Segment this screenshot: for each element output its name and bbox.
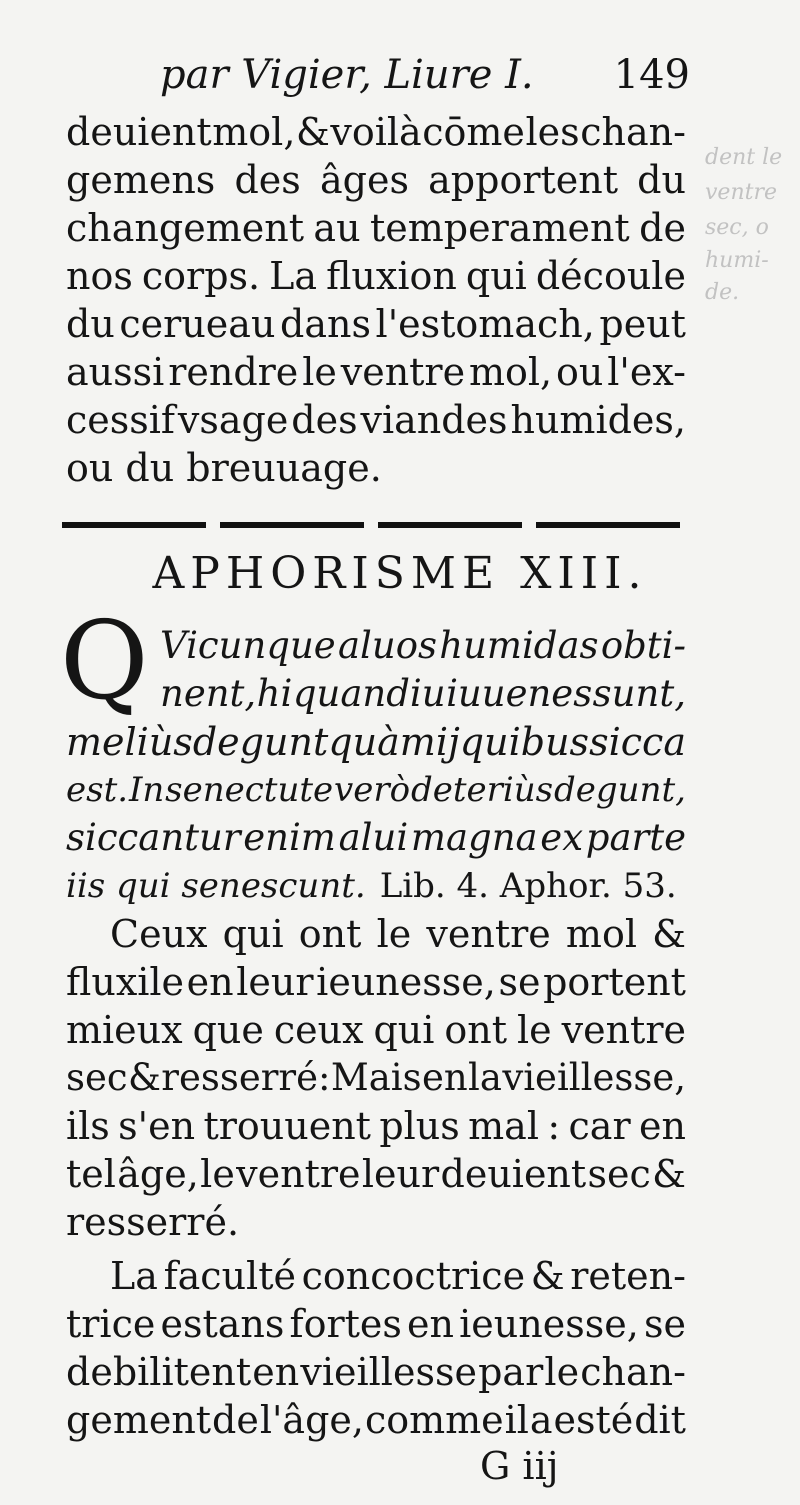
word: cerueau bbox=[119, 302, 276, 346]
word: dans bbox=[280, 302, 371, 346]
rule-segment bbox=[536, 522, 680, 528]
word: deteriùs bbox=[410, 770, 554, 810]
word: vsage bbox=[177, 398, 289, 442]
text-line bbox=[66, 1348, 686, 1396]
word: l'âge, bbox=[259, 1398, 364, 1442]
word: trouuent bbox=[203, 1104, 371, 1148]
text-line bbox=[66, 1300, 686, 1348]
word: ex bbox=[540, 816, 584, 859]
word: obti- bbox=[600, 624, 686, 667]
word: quàm bbox=[328, 720, 436, 764]
word: trice bbox=[66, 1302, 156, 1346]
text-line bbox=[66, 1054, 686, 1102]
word: vieillesse bbox=[300, 1350, 477, 1394]
word: peut bbox=[599, 302, 686, 346]
text-line bbox=[110, 910, 686, 958]
latin-line-end: iis qui senescunt. bbox=[66, 866, 366, 906]
word: leur bbox=[236, 960, 314, 1004]
word: ont bbox=[298, 912, 362, 956]
aphorism-reference: Lib. 4. Aphor. 53. bbox=[379, 866, 677, 906]
word: se bbox=[643, 1302, 686, 1346]
word: magna bbox=[410, 816, 538, 859]
word: car bbox=[568, 1104, 631, 1148]
word: nent, bbox=[160, 672, 257, 715]
word: du bbox=[637, 158, 686, 202]
word: l'estomach, bbox=[375, 302, 595, 346]
word: humidas bbox=[439, 624, 599, 667]
rule-segment bbox=[220, 522, 364, 528]
word: en bbox=[252, 1350, 300, 1394]
word: en bbox=[638, 1104, 686, 1148]
word: a bbox=[529, 1398, 553, 1442]
word: de bbox=[639, 206, 686, 250]
word: ont bbox=[444, 1008, 508, 1052]
word: âge, bbox=[117, 1152, 199, 1196]
word: senectute bbox=[165, 770, 334, 810]
word: de bbox=[212, 1398, 259, 1442]
latin-line bbox=[66, 766, 686, 814]
word: fluxile bbox=[66, 960, 185, 1004]
word: mol bbox=[565, 912, 637, 956]
word: des bbox=[234, 158, 301, 202]
word: cōme bbox=[422, 110, 525, 154]
word: par bbox=[478, 1350, 544, 1394]
text-line bbox=[66, 1396, 686, 1444]
word: gement bbox=[66, 1398, 212, 1442]
word: humides, bbox=[510, 398, 686, 442]
word: Mais bbox=[330, 1056, 422, 1099]
word: en bbox=[407, 1302, 455, 1346]
word: leur bbox=[361, 1152, 440, 1196]
word: le bbox=[302, 350, 337, 394]
text-line bbox=[66, 252, 686, 300]
text-line bbox=[66, 1150, 686, 1198]
section-divider-rule bbox=[62, 522, 680, 530]
word: ceux bbox=[273, 1008, 364, 1052]
text-line bbox=[66, 348, 686, 396]
rule-segment bbox=[62, 522, 206, 528]
page-header bbox=[160, 52, 690, 102]
rule-segment bbox=[378, 522, 522, 528]
bleed-line: sec, o bbox=[705, 215, 769, 240]
text-line bbox=[66, 1102, 686, 1150]
word: sec bbox=[587, 1152, 651, 1196]
word: mol, bbox=[212, 110, 296, 154]
word: degunt bbox=[192, 720, 329, 764]
word: verò bbox=[334, 770, 411, 810]
drop-cap: Q bbox=[60, 599, 149, 724]
word: temperament bbox=[370, 206, 630, 250]
word: degunt, bbox=[554, 770, 686, 810]
latin-line bbox=[66, 718, 686, 766]
word: tel bbox=[66, 1152, 116, 1196]
word: la bbox=[468, 1056, 502, 1099]
latin-line bbox=[160, 622, 686, 670]
page-number: 149 bbox=[613, 52, 690, 98]
word: que bbox=[192, 1008, 264, 1052]
word: fortes bbox=[289, 1302, 402, 1346]
word: meliùs bbox=[66, 720, 193, 764]
word: le bbox=[517, 1008, 552, 1052]
running-title: par Vigier, Liure I. bbox=[160, 52, 534, 98]
latin-line bbox=[160, 670, 686, 718]
text-line bbox=[66, 300, 686, 348]
word: estans bbox=[160, 1302, 285, 1346]
word: & bbox=[652, 912, 686, 956]
word: en bbox=[421, 1056, 468, 1099]
word: il bbox=[504, 1398, 529, 1442]
word: ou bbox=[556, 350, 604, 394]
word: hi bbox=[256, 672, 293, 715]
word: chan- bbox=[580, 110, 686, 154]
bleed-line: de. bbox=[705, 280, 740, 305]
word: qui bbox=[222, 912, 284, 956]
word: ventre bbox=[340, 350, 466, 394]
word: corps. bbox=[141, 254, 261, 298]
word: gemens bbox=[66, 158, 216, 202]
word: nos bbox=[66, 254, 133, 298]
word: voilà bbox=[330, 110, 422, 154]
word: enim bbox=[243, 816, 336, 859]
word: portent bbox=[543, 960, 686, 1004]
word: aussi bbox=[66, 350, 165, 394]
word: comme bbox=[364, 1398, 504, 1442]
word: l'ex- bbox=[607, 350, 686, 394]
word: Vicunque bbox=[160, 624, 336, 667]
text-line: ou du breuuage. bbox=[66, 446, 382, 490]
word: en bbox=[186, 960, 234, 1004]
word: reten- bbox=[570, 1254, 686, 1298]
word: faculté bbox=[163, 1254, 296, 1298]
word: fluxion bbox=[326, 254, 457, 298]
word: vieillesse, bbox=[502, 1056, 686, 1099]
text-line bbox=[66, 958, 686, 1006]
word: cessif bbox=[66, 398, 175, 442]
catchword: G iij bbox=[480, 1444, 559, 1488]
bleed-line: humi- bbox=[705, 248, 769, 273]
word: esté bbox=[553, 1398, 634, 1442]
word: âges bbox=[319, 158, 409, 202]
word: concoctrice bbox=[301, 1254, 526, 1298]
word: découle bbox=[535, 254, 686, 298]
word: mieux bbox=[66, 1008, 183, 1052]
word: ieunesse, bbox=[316, 960, 496, 1004]
word: ij bbox=[435, 720, 460, 764]
word: ils bbox=[66, 1104, 110, 1148]
word: viandes bbox=[360, 398, 508, 442]
word: plus bbox=[379, 1104, 460, 1148]
text-line: resserré. bbox=[66, 1200, 240, 1244]
word: Ceux bbox=[110, 912, 208, 956]
word: s'en bbox=[118, 1104, 196, 1148]
word: debilitent bbox=[66, 1350, 252, 1394]
word: quandiu bbox=[292, 672, 446, 715]
bleed-line: dent le bbox=[705, 145, 783, 170]
word: se bbox=[498, 960, 541, 1004]
word: changement bbox=[66, 206, 304, 250]
word: les bbox=[525, 110, 580, 154]
word: sunt, bbox=[592, 672, 686, 715]
word: La bbox=[110, 1254, 158, 1298]
word: aluos bbox=[337, 624, 437, 667]
aphorism-heading: APHORISME XIII. bbox=[152, 548, 648, 599]
text-line bbox=[66, 156, 686, 204]
word: & bbox=[652, 1152, 686, 1196]
word: des bbox=[291, 398, 358, 442]
word: chan- bbox=[580, 1350, 686, 1394]
text-line bbox=[66, 396, 686, 444]
text-line bbox=[66, 108, 686, 156]
text-line bbox=[66, 1006, 686, 1054]
text-line bbox=[66, 204, 686, 252]
word: le bbox=[376, 912, 412, 956]
word: mal bbox=[468, 1104, 539, 1148]
word: au bbox=[313, 206, 361, 250]
word: est. bbox=[66, 770, 129, 810]
text-line bbox=[110, 1252, 686, 1300]
latin-line bbox=[66, 814, 686, 862]
word: le bbox=[200, 1152, 235, 1196]
word: deuient bbox=[66, 110, 212, 154]
word: La bbox=[269, 254, 318, 298]
word: sicca bbox=[589, 720, 686, 764]
word: apportent bbox=[428, 158, 618, 202]
word: ventre bbox=[426, 912, 551, 956]
bleed-line: ventre bbox=[705, 180, 777, 205]
word: & bbox=[127, 1056, 161, 1099]
word: parte bbox=[585, 816, 686, 859]
word: & bbox=[295, 110, 330, 154]
word: qui bbox=[465, 254, 527, 298]
word: resserré: bbox=[161, 1056, 331, 1099]
word: quibus bbox=[459, 720, 590, 764]
word: iuuenes bbox=[446, 672, 593, 715]
latin-line-with-reference bbox=[66, 862, 686, 910]
word: ieunesse, bbox=[459, 1302, 639, 1346]
word: ventre bbox=[236, 1152, 361, 1196]
word: & bbox=[530, 1254, 565, 1298]
word: siccantur bbox=[66, 816, 241, 859]
word: In bbox=[128, 770, 165, 810]
word: : bbox=[547, 1104, 561, 1148]
word: qui bbox=[373, 1008, 435, 1052]
word: sec bbox=[66, 1056, 128, 1099]
word: du bbox=[66, 302, 115, 346]
word: ventre bbox=[561, 1008, 686, 1052]
word: deuient bbox=[440, 1152, 587, 1196]
word: rendre bbox=[168, 350, 299, 394]
word: le bbox=[544, 1350, 580, 1394]
word: alui bbox=[338, 816, 409, 859]
word: mol, bbox=[468, 350, 553, 394]
word: dit bbox=[634, 1398, 686, 1442]
